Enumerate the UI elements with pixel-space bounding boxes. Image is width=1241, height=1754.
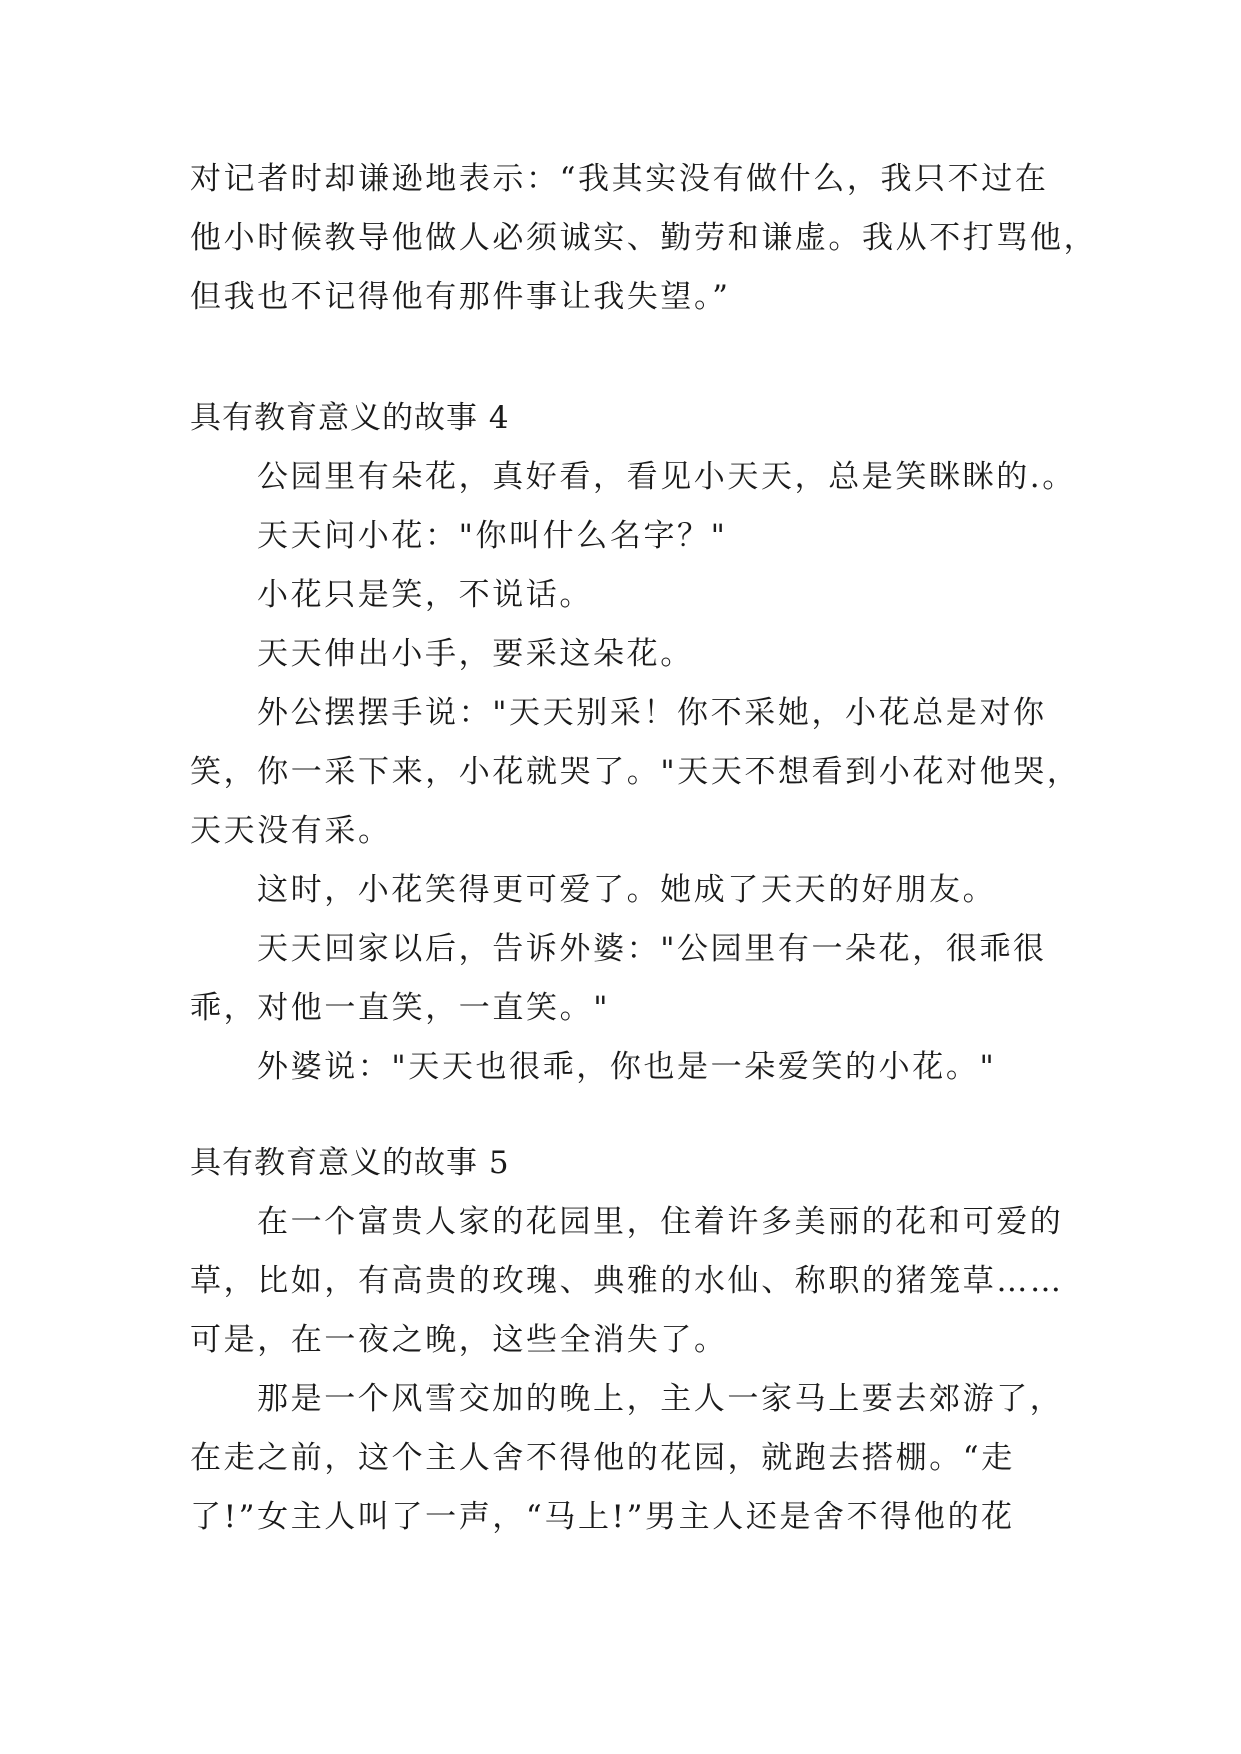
intro-line: 但我也不记得他有那件事让我失望。” xyxy=(190,279,731,315)
story4-line: 乖，对他一直笑，一直笑。" xyxy=(190,990,611,1026)
intro-line: 对记者时却谦逊地表示：“我其实没有做什么，我只不过在 xyxy=(190,161,1049,197)
story4-line: 这时，小花笑得更可爱了。她成了天天的好朋友。 xyxy=(257,872,997,908)
story5-line: 可是，在一夜之晚，这些全消失了。 xyxy=(190,1322,728,1358)
story4-section xyxy=(190,389,1081,1097)
story4-line: 外公摆摆手说："天天别采！你不采她，小花总是对你 xyxy=(257,695,1047,731)
story5-line: 那是一个风雪交加的晚上，主人一家马上要去郊游了， xyxy=(257,1381,1064,1417)
story4-line: 天天回家以后，告诉外婆："公园里有一朵花，很乖很 xyxy=(257,931,1047,967)
story4-line: 小花只是笑，不说话。 xyxy=(257,577,593,613)
story4-line: 天天没有采。 xyxy=(190,813,392,849)
story5-line: 草，比如，有高贵的玫瑰、典雅的水仙、称职的猪笼草…… xyxy=(190,1263,1064,1299)
story4-line: 公园里有朵花，真好看，看见小天天，总是笑眯眯的.。 xyxy=(257,459,1076,495)
story4-line: 外婆说："天天也很乖，你也是一朵爱笑的小花。" xyxy=(257,1049,997,1085)
story5-heading: 具有教育意义的故事 5 xyxy=(190,1145,510,1181)
story4-line: 天天伸出小手，要采这朵花。 xyxy=(257,636,694,672)
story4-line: 天天问小花："你叫什么名字？" xyxy=(257,518,728,554)
story4-line: 笑，你一采下来，小花就哭了。"天天不想看到小花对他哭， xyxy=(190,754,1081,790)
story5-section xyxy=(190,1134,1070,1547)
intro-paragraph xyxy=(190,150,1098,327)
story5-line: 了!”女主人叫了一声，“马上!”男主人还是舍不得他的花 xyxy=(190,1499,1015,1535)
story5-line: 在走之前，这个主人舍不得他的花园，就跑去搭棚。“走 xyxy=(190,1440,1015,1476)
story4-heading: 具有教育意义的故事 4 xyxy=(190,400,510,436)
intro-line: 他小时候教导他做人必须诚实、勤劳和谦虚。我从不打骂他， xyxy=(190,220,1098,256)
story5-line: 在一个富贵人家的花园里，住着许多美丽的花和可爱的 xyxy=(257,1204,1064,1240)
